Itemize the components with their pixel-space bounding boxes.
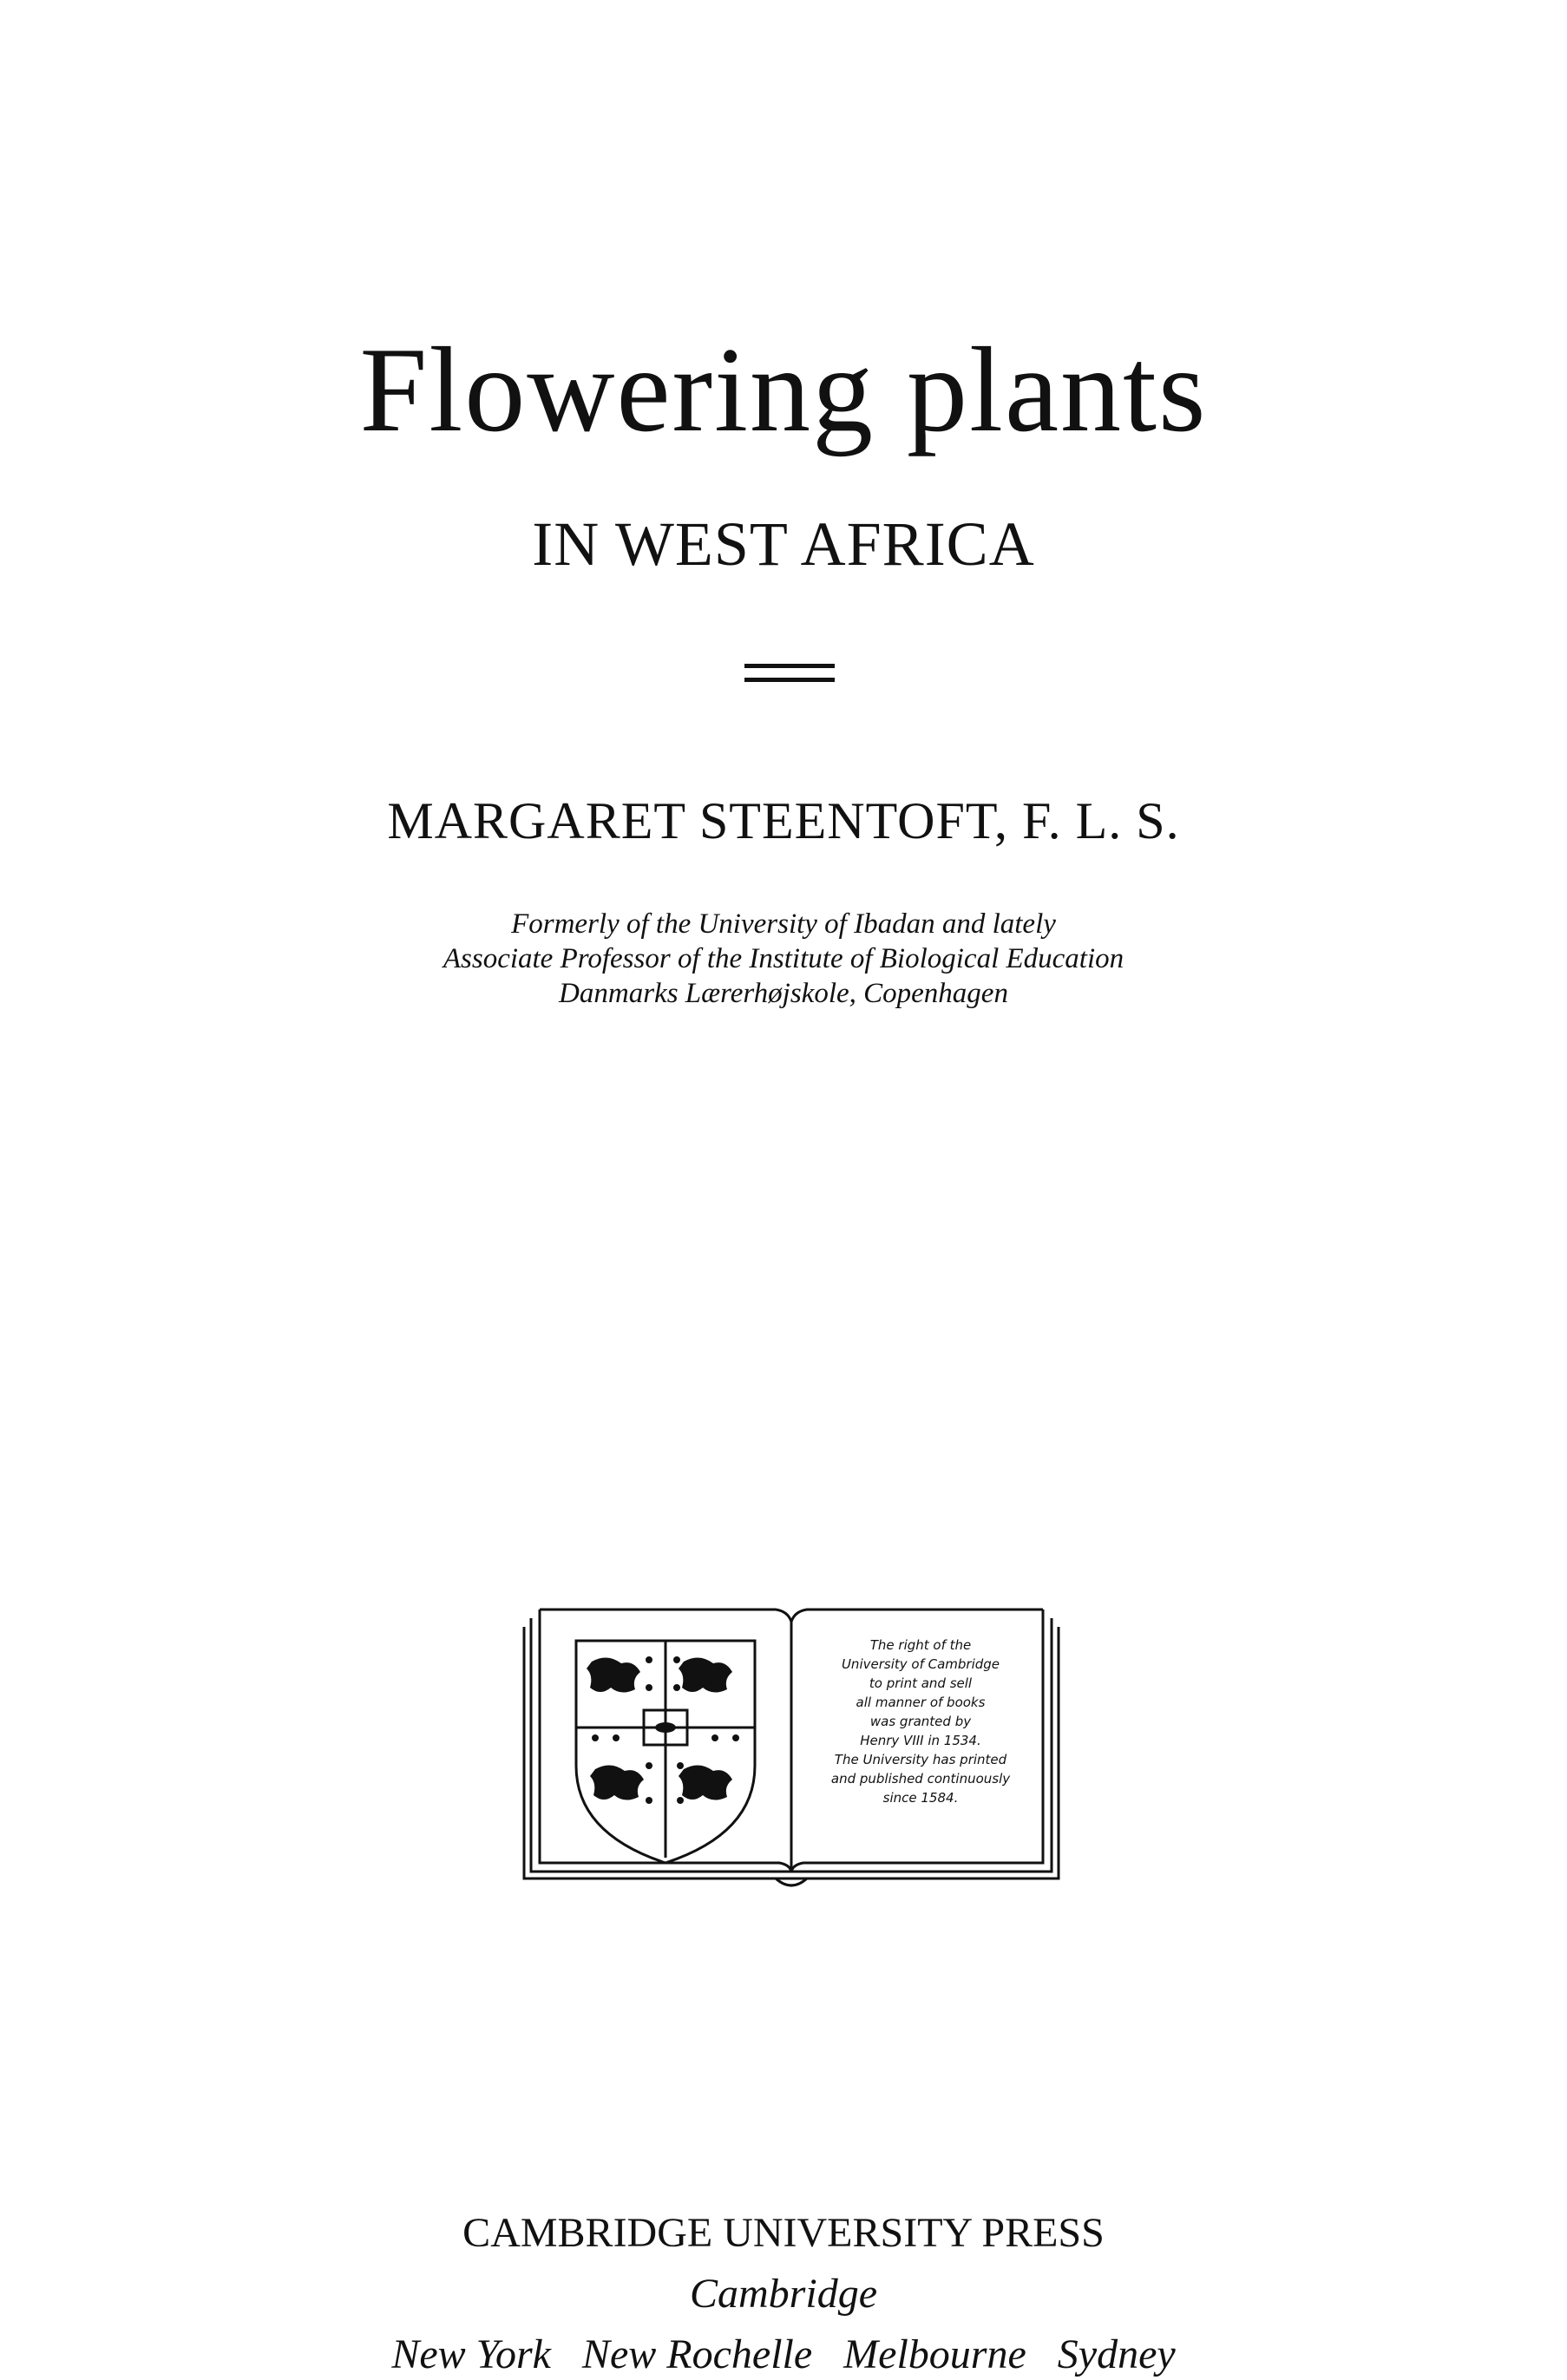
logo-inscription <box>812 1636 1029 1807</box>
book-subtitle: IN WEST AFRICA <box>532 509 1035 579</box>
publisher-other-cities: New York New Rochelle Melbourne Sydney <box>391 2331 1176 2377</box>
affiliation-line-3: Danmarks Lærerhøjskole, Copenhagen <box>559 978 1008 1009</box>
logo-text-line: and published continuously <box>830 1771 1011 1787</box>
publisher-name: CAMBRIDGE UNIVERSITY PRESS <box>462 2210 1105 2256</box>
logo-text-line: University of Cambridge <box>841 1656 1000 1672</box>
double-rule-divider <box>744 664 835 688</box>
logo-text-line: all manner of books <box>856 1695 986 1710</box>
logo-text-line: The University has printed <box>834 1752 1007 1767</box>
logo-text-line: to print and sell <box>869 1675 973 1691</box>
logo-text-line: was granted by <box>869 1714 972 1729</box>
affiliation-line-1: Formerly of the University of Ibadan and lately <box>511 908 1056 940</box>
logo-text-line: Henry VIII in 1534. <box>860 1733 981 1748</box>
author-name: MARGARET STEENTOFT, F. L. S. <box>387 792 1180 849</box>
publisher-city: Cambridge <box>690 2271 877 2317</box>
affiliation-line-2: Associate Professor of the Institute of Biological Education <box>443 943 1124 974</box>
book-title: Flowering plants <box>359 323 1208 457</box>
publisher-logo <box>519 1592 1064 1905</box>
logo-text-line: The right of the <box>869 1637 972 1653</box>
logo-text-line: since 1584. <box>882 1790 959 1806</box>
